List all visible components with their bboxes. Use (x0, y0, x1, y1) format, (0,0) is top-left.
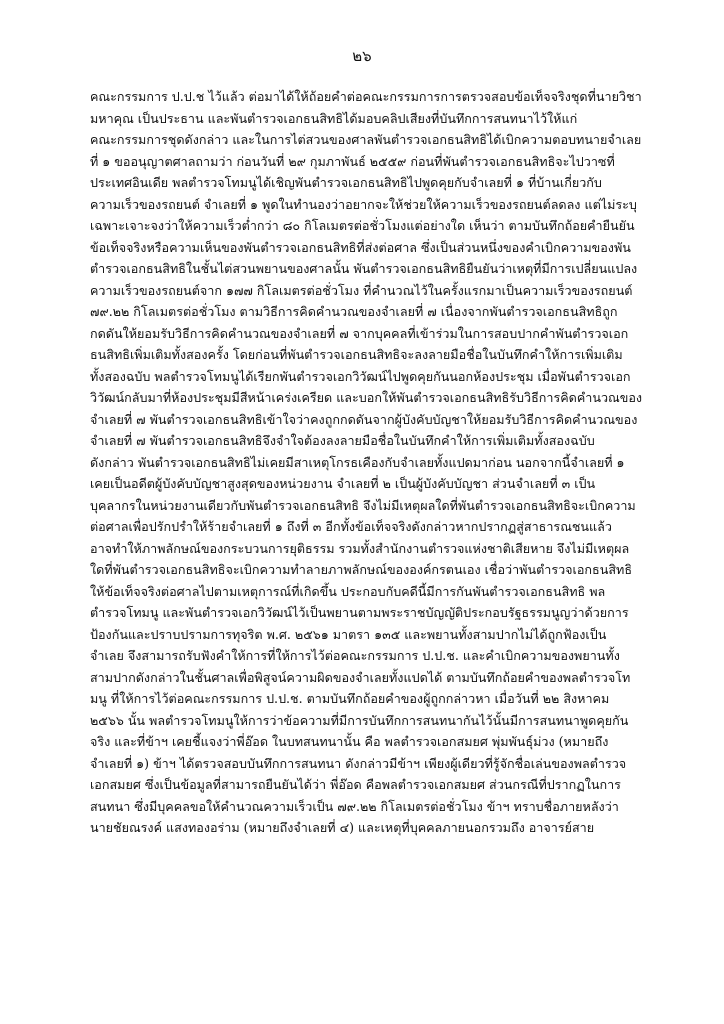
text-line: ตำรวจโทมนู และพันตำรวจเอกวิวัฒน์ไว้เป็นพยานตามพระราชบัญญัติประกอบรัฐธรรมนูญว่าด้วยการ (90, 605, 629, 620)
text-line: ใดที่พันตำรวจเอกธนสิทธิจะเบิกความทำลายภาพลักษณ์ขององค์กรตนเอง เชื่อว่าพันตำรวจเอกธนสิทธิ (90, 562, 633, 577)
text-line: ความเร็วของรถยนต์จาก ๑๗๗ กิโลเมตรต่อชั่วโมง ที่คำนวณไว้ในครั้งแรกมาเป็นความเร็วของรถยนต์ (90, 282, 633, 298)
body-text (90, 86, 670, 839)
text-line: ต่อศาลเพื่อปรักปรำให้ร้ายจำเลยที่ ๑ ถึงที่ ๓ อีกทั้งข้อเท็จจริงดังกล่าวหากปรากฏสู่สาธารณชนแล้ว (90, 519, 612, 534)
text-line: จริง และที่ข้าฯ เคยชี้แจงว่าพี่อ๊อด ในบทสนทนานั้น คือ พลตำรวจเอกสมยศ พุ่มพันธุ์ม่วง (หมายถึง (90, 734, 609, 749)
text-line: ที่ ๑ ขออนุญาตศาลถามว่า ก่อนวันที่ ๒๙ กุมภาพันธ์ ๒๕๕๙ ก่อนที่พันตำรวจเอกธนสิทธิจะไปวาซที่ (90, 153, 615, 169)
text-line: ให้ข้อเท็จจริงต่อศาลไปตามเหตุการณ์ที่เกิดขึ้น ประกอบกับคดีนี้มีการกันพันตำรวจเอกธนสิทธิ พล (90, 583, 606, 599)
text-line: จำเลย จึงสามารถรับฟังคำให้การที่ให้การไว้ต่อคณะกรรมการ ป.ป.ช. และคำเบิกความของพยานทั้ง (90, 648, 620, 663)
text-line: มนู ที่ให้การไว้ต่อคณะกรรมการ ป.ป.ช. ตามบันทึกถ้อยคำของผู้ถูกกล่าวหา เมื่อวันที่ ๒๒ สิงหาคม (90, 691, 610, 706)
text-line: ทั้งสองฉบับ พลตำรวจโทมนูได้เรียกพันตำรวจเอกวิวัฒน์ไปพูดคุยกันนอกห้องประชุม เมื่อพันตำรวจเอก (90, 368, 631, 384)
text-line: จำเลยที่ ๑) ข้าฯ ได้ตรวจสอบบันทึกการสนทนา ดังกล่าวมีข้าฯ เพียงผู้เดียวที่รู้จักชื่อเล่นของพลตำรวจ (90, 755, 627, 771)
text-line: เอกสมยศ ซึ่งเป็นข้อมูลที่สามารถยืนยันได้ว่า พี่อ๊อด คือพลตำรวจเอกสมยศ ส่วนกรณีที่ปรากฏในการ (90, 777, 621, 792)
text-line: ๒๕๖๖ นั้น พลตำรวจโทมนูให้การว่าข้อความที่มีการบันทึกการสนทนากันไว้นั้นมีการสนทนาพูดคุยกัน (90, 712, 629, 728)
text-line: ความเร็วของรถยนต์ จำเลยที่ ๑ พูดในทำนองว่าอยากจะให้ช่วยให้ความเร็วของรถยนต์ลดลง แต่ไม่ระบุ (90, 196, 637, 212)
text-line: สามปากดังกล่าวในชั้นศาลเพื่อพิสูจน์ความผิดของจำเลยทั้งแปดได้ ตามบันทึกถ้อยคำของพลตำรวจโท (90, 669, 631, 685)
text-line: เคยเป็นอดีตผู้บังคับบัญชาสูงสุดของหน่วยงาน จำเลยที่ ๒ เป็นผู้บังคับบัญชา ส่วนจำเลยที่ ๓ เป็น (90, 476, 596, 491)
text-line: จำเลยที่ ๗ พันตำรวจเอกธนสิทธิจึงจำใจต้องลงลายมือชื่อในบันทึกคำให้การเพิ่มเติมทั้งสองฉบับ (90, 433, 595, 448)
text-line: คณะกรรมการ ป.ป.ช ไว้แล้ว ต่อมาได้ให้ถ้อยคำต่อคณะกรรมการการตรวจสอบข้อเท็จจริงชุดที่นายวิชา (90, 89, 642, 104)
text-line: ธนสิทธิเพิ่มเติมทั้งสองครั้ง โดยก่อนที่พันตำรวจเอกธนสิทธิจะลงลายมือชื่อในบันทึกคำให้การเพิ่มเติม (90, 347, 623, 362)
text-line: ๗๙.๒๒ กิโลเมตรต่อชั่วโมง ตามวิธีการคิดคำนวณของจำเลยที่ ๗ เนื่องจากพันตำรวจเอกธนสิทธิถูก (90, 304, 618, 319)
text-line: เฉพาะเจาะจงว่าให้ความเร็วต่ำกว่า ๘๐ กิโลเมตรต่อชั่วโมงแต่อย่างใด เห็นว่า ตามบันทึกถ้อยคำยืนยัน (90, 218, 635, 233)
text-line: ตำรวจเอกธนสิทธิในชั้นไต่สวนพยานของศาลนั้น พันตำรวจเอกธนสิทธิยืนยันว่าเหตุที่มีการเปลี่ยนแปลง (90, 261, 638, 276)
text-line: บุคลากรในหน่วยงานเดียวกับพันตำรวจเอกธนสิทธิ จึงไม่มีเหตุผลใดที่พันตำรวจเอกธนสิทธิจะเบิกความ (90, 497, 636, 513)
text-line: มหาคุณ เป็นประธาน และพันตำรวจเอกธนสิทธิได้มอบคลิปเสียงที่บันทึกการสนทนาไว้ให้แก่ (90, 110, 578, 126)
text-line: กดดันให้ยอมรับวิธีการคิดคำนวณของจำเลยที่ ๗ จากบุคคลที่เข้าร่วมในการสอบปากคำพันตำรวจเอก (90, 325, 629, 341)
text-line: คณะกรรมการชุดดังกล่าว และในการไต่สวนของศาลพันตำรวจเอกธนสิทธิได้เบิกความตอบทนายจำเลย (90, 132, 642, 147)
text-line: ป้องกันและปราบปรามการทุจริต พ.ศ. ๒๕๖๑ มาตรา ๑๓๕ และพยานทั้งสามปากไม่ได้ถูกฟ้องเป็น (90, 626, 607, 642)
text-line: สนทนา ซึ่งมีบุคคลขอให้คำนวณความเร็วเป็น ๗๙.๒๒ กิโลเมตรต่อชั่วโมง ข้าฯ ทราบชื่อภายหลังว่า (90, 798, 619, 814)
text-line: นายชัยณรงค์ แสงทองอร่าม (หมายถึงจำเลยที่ ๔) และเหตุที่บุคคลภายนอกรวมถึง อาจารย์สาย (90, 820, 595, 835)
text-line: วิวัฒน์กลับมาที่ห้องประชุมมีสีหน้าเคร่งเครียด และบอกให้พันตำรวจเอกธนสิทธิรับวิธีการคิดคำนวณของ (90, 390, 643, 405)
text-line: ข้อเท็จจริงหรือความเห็นของพันตำรวจเอกธนสิทธิที่ส่งต่อศาล ซึ่งเป็นส่วนหนึ่งของคำเบิกความของพัน (90, 239, 631, 255)
page-number: ๒๖ (352, 47, 372, 65)
text-line: ประเทศอินเดีย พลตำรวจโทมนูได้เชิญพันตำรวจเอกธนสิทธิไปพูดคุยกับจำเลยที่ ๑ ที่บ้านเกี่ยวกับ (90, 175, 602, 190)
text-line: ดังกล่าว พันตำรวจเอกธนสิทธิไม่เคยมีสาเหตุโกรธเคืองกับจำเลยทั้งแปดมาก่อน นอกจากนี้จำเลยที่ ๑ (90, 454, 625, 470)
text-line: อาจทำให้ภาพลักษณ์ของกระบวนการยุติธรรม รวมทั้งสำนักงานตำรวจแห่งชาติเสียหาย จึงไม่มีเหตุผล (90, 540, 630, 556)
text-line: จำเลยที่ ๗ พันตำรวจเอกธนสิทธิเข้าใจว่าคงถูกกดดันจากผู้บังคับบัญชาให้ยอมรับวิธีการคิดคำนวณของ (90, 411, 638, 427)
